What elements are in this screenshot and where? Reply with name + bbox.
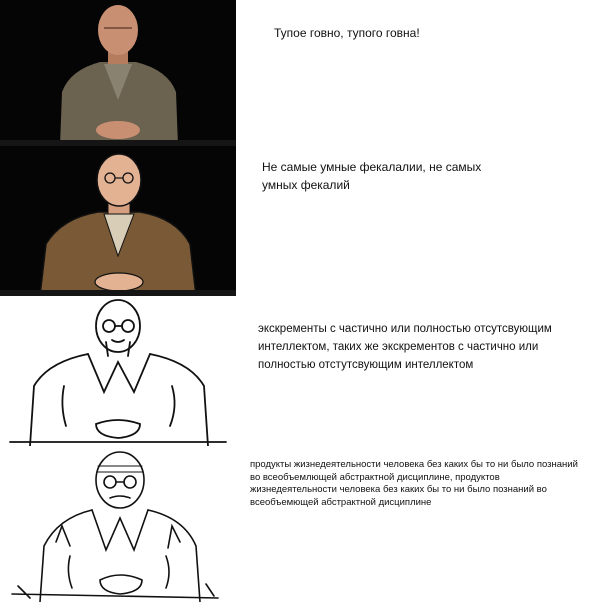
- caption-line: всеобъемющей абстрактной дисциплине: [250, 496, 432, 508]
- man-photo-illustration: [0, 0, 236, 146]
- man-sketch-illustration: [0, 296, 236, 446]
- caption-line: полностью отстутсвующим интеллектом: [258, 359, 474, 371]
- photo-portrait: [0, 0, 236, 146]
- caption-line: умных фекалий: [262, 178, 350, 192]
- meme-panel-2: [0, 146, 604, 296]
- sketch-portrait: [0, 296, 236, 446]
- meme-panel-4: [0, 446, 604, 602]
- man-rough-sketch-illustration: [0, 446, 236, 602]
- caption-line: жизнедеятельности человека без каких бы то ни было познаний во: [250, 484, 547, 495]
- caption-line: интеллектом, таких же экскрементов с частично или: [258, 341, 539, 353]
- caption-1: [274, 26, 420, 40]
- caption-4: [250, 459, 578, 509]
- caption-line: экскременты с частично или полностью отсутсвующим: [258, 323, 552, 335]
- caption-line: Не самые умные фекалалии, не самых: [262, 160, 482, 174]
- caption-line: во всеобъемлющей абстрактной дисциплине, продуктов: [250, 471, 500, 483]
- meme-panel-1: [0, 0, 604, 146]
- painted-portrait: [0, 146, 236, 296]
- man-painted-illustration: [0, 146, 236, 296]
- rough-sketch-portrait: [0, 446, 236, 602]
- caption-2: [262, 158, 481, 194]
- caption-line: Тупое говно, тупого говна!: [274, 26, 420, 40]
- meme-panel-3: [0, 296, 604, 446]
- caption-3: [258, 320, 552, 374]
- caption-line: продукты жизнедеятельности человека без каких бы то ни было познаний: [250, 459, 578, 470]
